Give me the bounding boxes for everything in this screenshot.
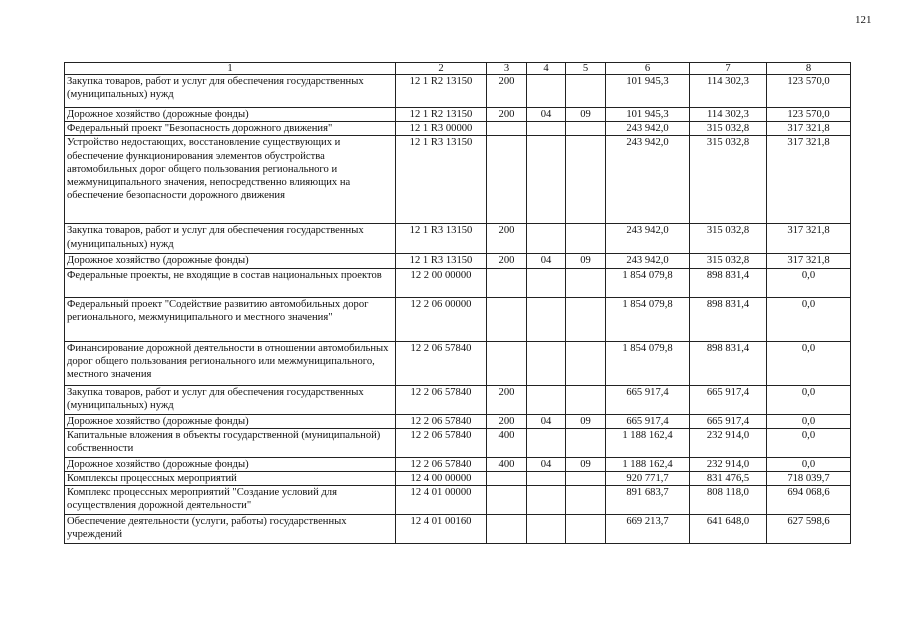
expense-type-cell: 400	[487, 457, 527, 471]
expense-type-cell	[487, 472, 527, 486]
expense-type-cell	[487, 341, 527, 385]
amount-year3-cell: 317 321,8	[767, 122, 851, 136]
expense-type-cell: 200	[487, 75, 527, 108]
amount-year3-cell: 0,0	[767, 428, 851, 457]
target-code-cell: 12 2 06 57840	[396, 341, 487, 385]
amount-year2-cell: 831 476,5	[690, 472, 767, 486]
expense-type-cell	[487, 268, 527, 297]
target-code-cell: 12 2 06 57840	[396, 428, 487, 457]
amount-year3-cell: 0,0	[767, 297, 851, 341]
target-code-cell: 12 4 00 00000	[396, 472, 487, 486]
expense-type-cell: 200	[487, 414, 527, 428]
expense-type-cell: 200	[487, 108, 527, 122]
section-cell	[527, 224, 566, 254]
expense-type-cell: 400	[487, 428, 527, 457]
amount-year3-cell: 0,0	[767, 341, 851, 385]
amount-year1-cell: 101 945,3	[606, 75, 690, 108]
table-row	[65, 297, 851, 341]
header-cell: 6	[606, 63, 690, 75]
amount-year1-cell: 891 683,7	[606, 486, 690, 515]
amount-year3-cell: 317 321,8	[767, 254, 851, 268]
subsection-cell	[566, 486, 606, 515]
row-name-cell: Закупка товаров, работ и услуг для обеспечения государственных (муниципальных) нужд	[65, 75, 396, 108]
section-cell: 04	[527, 254, 566, 268]
table-row	[65, 254, 851, 268]
subsection-cell: 09	[566, 457, 606, 471]
target-code-cell: 12 2 00 00000	[396, 268, 487, 297]
row-name-cell: Устройство недостающих, восстановление существующих и обеспечение функционирования элементов обустройства автомобильных дорог общего пользования регионального и межмуниципального значения, непосредственно влияющих на обеспечение безопасности дорожного движения	[65, 136, 396, 224]
amount-year1-cell: 243 942,0	[606, 136, 690, 224]
expense-type-cell	[487, 486, 527, 515]
amount-year2-cell: 898 831,4	[690, 297, 767, 341]
amount-year1-cell: 243 942,0	[606, 224, 690, 254]
section-cell	[527, 268, 566, 297]
row-name-cell: Капитальные вложения в объекты государственной (муниципальной) собственности	[65, 428, 396, 457]
header-cell: 5	[566, 63, 606, 75]
table-row	[65, 457, 851, 471]
amount-year2-cell: 232 914,0	[690, 428, 767, 457]
row-name-cell: Федеральный проект "Безопасность дорожного движения"	[65, 122, 396, 136]
expense-type-cell	[487, 122, 527, 136]
subsection-cell	[566, 75, 606, 108]
table-row	[65, 486, 851, 515]
amount-year3-cell: 0,0	[767, 268, 851, 297]
table-row	[65, 428, 851, 457]
amount-year1-cell: 1 188 162,4	[606, 457, 690, 471]
subsection-cell	[566, 297, 606, 341]
subsection-cell: 09	[566, 108, 606, 122]
subsection-cell	[566, 341, 606, 385]
row-name-cell: Обеспечение деятельности (услуги, работы) государственных учреждений	[65, 515, 396, 544]
amount-year1-cell: 669 213,7	[606, 515, 690, 544]
target-code-cell: 12 1 R3 13150	[396, 136, 487, 224]
section-cell	[527, 75, 566, 108]
header-cell: 7	[690, 63, 767, 75]
header-row	[65, 63, 851, 75]
target-code-cell: 12 1 R3 00000	[396, 122, 487, 136]
table-row	[65, 268, 851, 297]
target-code-cell: 12 2 06 00000	[396, 297, 487, 341]
amount-year2-cell: 232 914,0	[690, 457, 767, 471]
target-code-cell: 12 1 R3 13150	[396, 224, 487, 254]
amount-year3-cell: 123 570,0	[767, 75, 851, 108]
subsection-cell	[566, 428, 606, 457]
row-name-cell: Дорожное хозяйство (дорожные фонды)	[65, 457, 396, 471]
target-code-cell: 12 2 06 57840	[396, 385, 487, 414]
row-name-cell: Федеральные проекты, не входящие в состав национальных проектов	[65, 268, 396, 297]
amount-year2-cell: 808 118,0	[690, 486, 767, 515]
amount-year2-cell: 641 648,0	[690, 515, 767, 544]
subsection-cell	[566, 385, 606, 414]
header-cell: 2	[396, 63, 487, 75]
amount-year1-cell: 101 945,3	[606, 108, 690, 122]
amount-year2-cell: 898 831,4	[690, 268, 767, 297]
amount-year2-cell: 315 032,8	[690, 122, 767, 136]
target-code-cell: 12 1 R2 13150	[396, 108, 487, 122]
amount-year3-cell: 123 570,0	[767, 108, 851, 122]
subsection-cell	[566, 224, 606, 254]
table-row	[65, 515, 851, 544]
expense-type-cell: 200	[487, 385, 527, 414]
row-name-cell: Закупка товаров, работ и услуг для обеспечения государственных (муниципальных) нужд	[65, 385, 396, 414]
table-row	[65, 75, 851, 108]
amount-year1-cell: 920 771,7	[606, 472, 690, 486]
section-cell	[527, 385, 566, 414]
amount-year2-cell: 665 917,4	[690, 385, 767, 414]
header-cell: 8	[767, 63, 851, 75]
expense-type-cell: 200	[487, 254, 527, 268]
row-name-cell: Комплексы процессных мероприятий	[65, 472, 396, 486]
section-cell	[527, 297, 566, 341]
amount-year2-cell: 114 302,3	[690, 108, 767, 122]
target-code-cell: 12 2 06 57840	[396, 457, 487, 471]
amount-year1-cell: 1 854 079,8	[606, 341, 690, 385]
section-cell	[527, 515, 566, 544]
row-name-cell: Комплекс процессных мероприятий "Создание условий для осуществления дорожной деятельности"	[65, 486, 396, 515]
amount-year3-cell: 718 039,7	[767, 472, 851, 486]
page-number: 121	[855, 14, 872, 26]
target-code-cell: 12 4 01 00160	[396, 515, 487, 544]
expense-type-cell	[487, 515, 527, 544]
subsection-cell	[566, 136, 606, 224]
table-row	[65, 108, 851, 122]
amount-year1-cell: 1 854 079,8	[606, 297, 690, 341]
target-code-cell: 12 1 R2 13150	[396, 75, 487, 108]
subsection-cell	[566, 472, 606, 486]
amount-year2-cell: 315 032,8	[690, 224, 767, 254]
amount-year1-cell: 665 917,4	[606, 414, 690, 428]
table-row	[65, 224, 851, 254]
section-cell: 04	[527, 414, 566, 428]
row-name-cell: Закупка товаров, работ и услуг для обеспечения государственных (муниципальных) нужд	[65, 224, 396, 254]
section-cell: 04	[527, 108, 566, 122]
subsection-cell	[566, 515, 606, 544]
row-name-cell: Финансирование дорожной деятельности в отношении автомобильных дорог общего пользования регионального или межмуниципального, местного значения	[65, 341, 396, 385]
header-cell: 1	[65, 63, 396, 75]
subsection-cell: 09	[566, 414, 606, 428]
section-cell	[527, 428, 566, 457]
section-cell: 04	[527, 457, 566, 471]
budget-table	[64, 62, 851, 544]
row-name-cell: Дорожное хозяйство (дорожные фонды)	[65, 108, 396, 122]
row-name-cell: Дорожное хозяйство (дорожные фонды)	[65, 254, 396, 268]
section-cell	[527, 136, 566, 224]
amount-year2-cell: 665 917,4	[690, 414, 767, 428]
expense-type-cell: 200	[487, 224, 527, 254]
amount-year1-cell: 665 917,4	[606, 385, 690, 414]
expense-type-cell	[487, 297, 527, 341]
target-code-cell: 12 1 R3 13150	[396, 254, 487, 268]
table-row	[65, 414, 851, 428]
amount-year3-cell: 0,0	[767, 385, 851, 414]
subsection-cell: 09	[566, 254, 606, 268]
section-cell	[527, 472, 566, 486]
table-row	[65, 472, 851, 486]
amount-year2-cell: 898 831,4	[690, 341, 767, 385]
section-cell	[527, 122, 566, 136]
expense-type-cell	[487, 136, 527, 224]
row-name-cell: Федеральный проект "Содействие развитию автомобильных дорог регионального, межмуниципального и местного значения"	[65, 297, 396, 341]
amount-year1-cell: 243 942,0	[606, 122, 690, 136]
amount-year1-cell: 1 188 162,4	[606, 428, 690, 457]
header-cell: 3	[487, 63, 527, 75]
target-code-cell: 12 4 01 00000	[396, 486, 487, 515]
amount-year3-cell: 317 321,8	[767, 224, 851, 254]
header-cell: 4	[527, 63, 566, 75]
target-code-cell: 12 2 06 57840	[396, 414, 487, 428]
amount-year3-cell: 0,0	[767, 457, 851, 471]
amount-year3-cell: 0,0	[767, 414, 851, 428]
table-row	[65, 341, 851, 385]
table-row	[65, 122, 851, 136]
amount-year3-cell: 694 068,6	[767, 486, 851, 515]
amount-year3-cell: 627 598,6	[767, 515, 851, 544]
section-cell	[527, 341, 566, 385]
section-cell	[527, 486, 566, 515]
subsection-cell	[566, 268, 606, 297]
amount-year1-cell: 1 854 079,8	[606, 268, 690, 297]
subsection-cell	[566, 122, 606, 136]
table-row	[65, 136, 851, 224]
amount-year2-cell: 315 032,8	[690, 254, 767, 268]
amount-year2-cell: 114 302,3	[690, 75, 767, 108]
amount-year3-cell: 317 321,8	[767, 136, 851, 224]
table-row	[65, 385, 851, 414]
amount-year1-cell: 243 942,0	[606, 254, 690, 268]
amount-year2-cell: 315 032,8	[690, 136, 767, 224]
row-name-cell: Дорожное хозяйство (дорожные фонды)	[65, 414, 396, 428]
